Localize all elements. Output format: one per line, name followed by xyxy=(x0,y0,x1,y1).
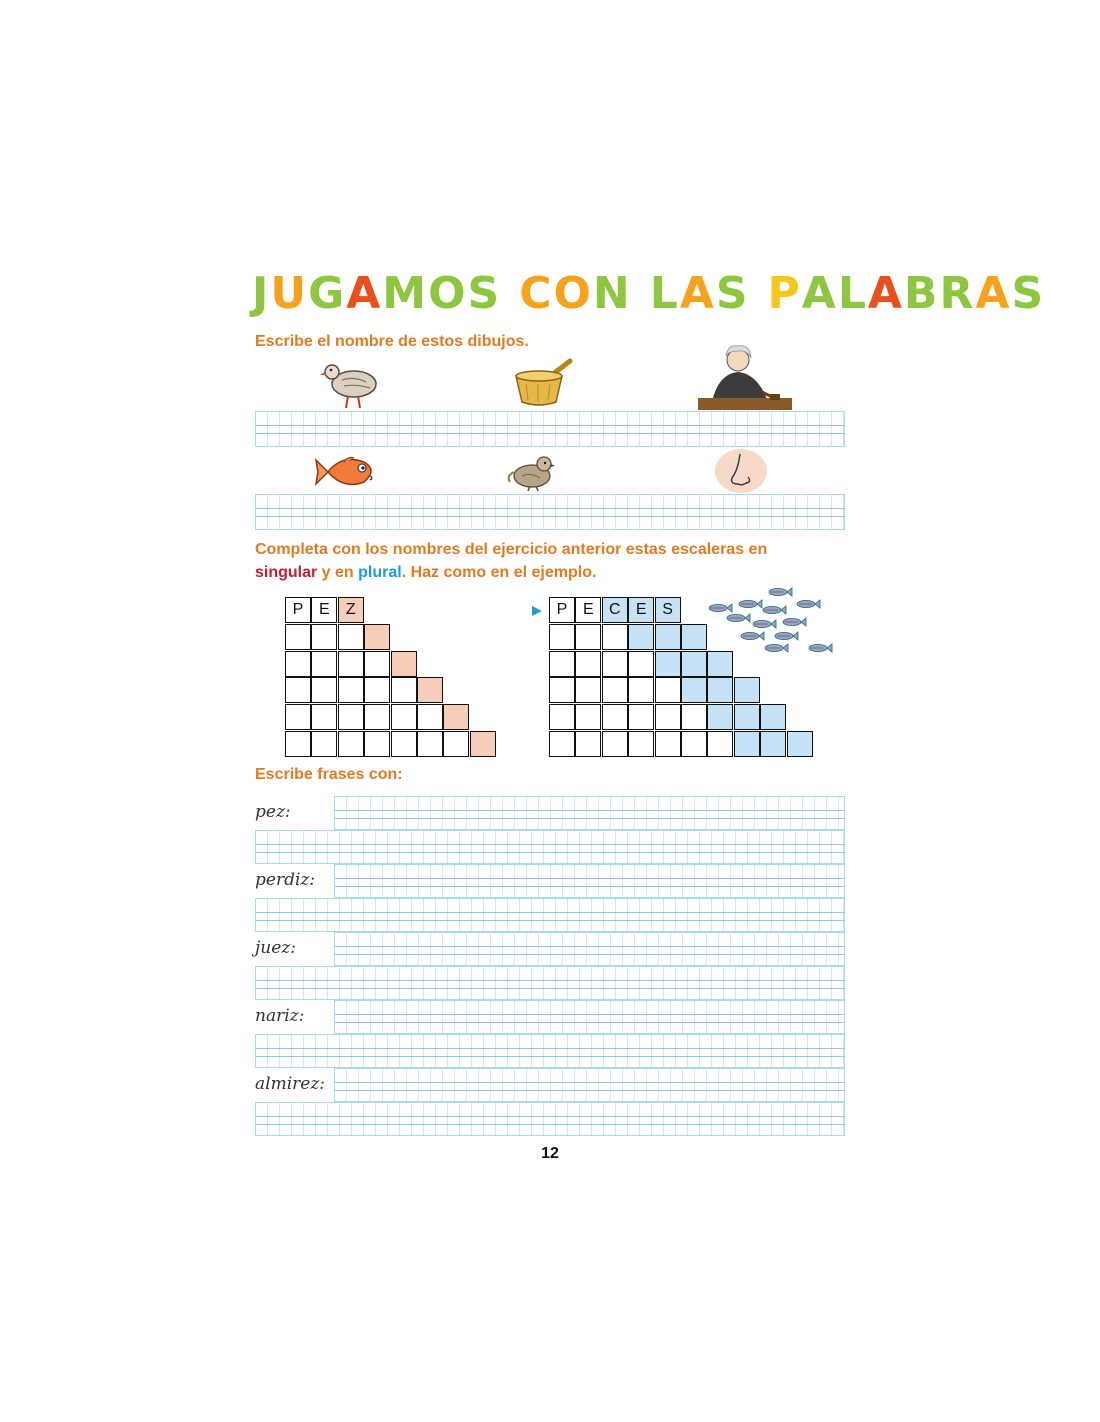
small-fish xyxy=(741,632,764,640)
mortar-picture xyxy=(512,358,574,410)
sentence-line-first[interactable] xyxy=(334,1000,845,1034)
stair-cell[interactable] xyxy=(602,731,628,757)
stair-cell[interactable] xyxy=(628,624,654,650)
sentence-word-label: juez: xyxy=(255,938,296,958)
title-letter: U xyxy=(270,268,309,319)
stair-cell[interactable] xyxy=(391,677,417,703)
stair-cell[interactable] xyxy=(628,651,654,677)
stair-cell[interactable]: P xyxy=(549,597,575,623)
stair-cell[interactable] xyxy=(602,624,628,650)
title-letter: N xyxy=(592,268,632,319)
stair-cell[interactable] xyxy=(338,704,364,730)
stair-cell[interactable] xyxy=(655,624,681,650)
title-letter xyxy=(632,268,650,319)
title-letter: A xyxy=(346,268,383,319)
title-letter: R xyxy=(939,268,976,319)
title-letter: O xyxy=(553,268,593,319)
stair-cell[interactable] xyxy=(285,651,311,677)
stair-cell[interactable] xyxy=(602,704,628,730)
writing-line-row2[interactable] xyxy=(255,494,845,530)
title-letter: G xyxy=(308,268,347,319)
small-fish xyxy=(727,614,750,622)
page-title xyxy=(252,268,1045,328)
exercise3-instruction: Escribe frases con: xyxy=(255,766,403,783)
title-letter: S xyxy=(715,268,750,319)
small-fish xyxy=(765,644,788,652)
small-fish xyxy=(775,632,798,640)
stair-cell[interactable] xyxy=(311,731,337,757)
stair-cell[interactable] xyxy=(338,677,364,703)
stair-cell[interactable] xyxy=(364,677,390,703)
stair-cell[interactable] xyxy=(575,731,601,757)
sentence-word-label: nariz: xyxy=(255,1006,305,1026)
small-fish xyxy=(753,620,776,628)
sentence-line-second[interactable] xyxy=(255,1102,845,1136)
stair-cell[interactable] xyxy=(311,651,337,677)
sentence-line-first[interactable] xyxy=(334,932,845,966)
stair-cell[interactable] xyxy=(575,651,601,677)
title-letter: A xyxy=(975,268,1012,319)
stair-cell[interactable] xyxy=(443,731,469,757)
stair-cell[interactable] xyxy=(311,704,337,730)
title-letter: C xyxy=(519,268,554,319)
stair-cell[interactable] xyxy=(655,731,681,757)
stair-cell[interactable] xyxy=(681,704,707,730)
stair-cell[interactable] xyxy=(681,677,707,703)
stair-cell[interactable] xyxy=(285,677,311,703)
stair-cell[interactable] xyxy=(628,731,654,757)
stair-cell[interactable] xyxy=(549,704,575,730)
sentence-line-first[interactable] xyxy=(334,1068,845,1102)
stair-cell[interactable] xyxy=(734,731,760,757)
writing-line-row1[interactable] xyxy=(255,411,845,447)
small-fish xyxy=(763,606,786,614)
small-fish xyxy=(769,588,792,596)
sentence-line-second[interactable] xyxy=(255,1034,845,1068)
fish-picture xyxy=(314,452,380,492)
stair-cell[interactable] xyxy=(655,677,681,703)
sentence-line-second[interactable] xyxy=(255,966,845,1000)
stair-cell[interactable] xyxy=(391,651,417,677)
title-letter: A xyxy=(801,268,838,319)
stair-cell[interactable] xyxy=(364,624,390,650)
title-letter: S xyxy=(467,268,502,319)
sentence-word-label: perdiz: xyxy=(255,870,316,890)
title-letter: L xyxy=(837,268,868,319)
stair-cell[interactable] xyxy=(628,677,654,703)
stair-cell[interactable] xyxy=(628,704,654,730)
stair-cell[interactable] xyxy=(443,704,469,730)
stair-cell[interactable] xyxy=(417,677,443,703)
title-letter: S xyxy=(1011,268,1046,319)
stair-cell[interactable] xyxy=(285,704,311,730)
arrow-icon xyxy=(372,603,544,619)
stair-cell[interactable]: E xyxy=(628,597,654,623)
stair-cell[interactable] xyxy=(470,731,496,757)
stair-cell[interactable] xyxy=(707,677,733,703)
title-letter: P xyxy=(767,268,802,319)
stair-cell[interactable] xyxy=(311,677,337,703)
judge-picture xyxy=(698,342,792,410)
small-fish xyxy=(709,604,732,612)
stair-cell[interactable] xyxy=(417,704,443,730)
stair-cell[interactable] xyxy=(338,624,364,650)
small-fish xyxy=(739,600,762,608)
stair-cell[interactable]: E xyxy=(575,597,601,623)
title-letter: J xyxy=(252,268,271,319)
stair-cell[interactable] xyxy=(655,651,681,677)
page-number: 12 xyxy=(541,1145,559,1162)
stair-cell[interactable] xyxy=(364,731,390,757)
stair-cell[interactable] xyxy=(734,677,760,703)
title-letter: B xyxy=(903,268,940,319)
sentence-word-label: pez: xyxy=(255,802,291,822)
stair-cell[interactable] xyxy=(655,704,681,730)
stair-cell[interactable] xyxy=(549,677,575,703)
stair-cell[interactable]: C xyxy=(602,597,628,623)
sentence-line-first[interactable] xyxy=(334,796,845,830)
stair-cell[interactable]: S xyxy=(655,597,681,623)
sentence-line-second[interactable] xyxy=(255,898,845,932)
title-letter xyxy=(750,268,768,319)
plural-word: plural xyxy=(358,564,402,581)
stair-cell[interactable] xyxy=(338,651,364,677)
stair-cell[interactable] xyxy=(417,731,443,757)
stair-cell[interactable] xyxy=(285,624,311,650)
nose-picture xyxy=(714,448,768,494)
sentence-line-first[interactable] xyxy=(334,864,845,898)
title-letter: L xyxy=(649,268,680,319)
stair-cell[interactable] xyxy=(681,731,707,757)
sentence-word-label: almirez: xyxy=(255,1074,326,1094)
stair-cell[interactable] xyxy=(575,677,601,703)
title-letter: M xyxy=(382,268,429,319)
stair-cell[interactable]: P xyxy=(285,597,311,623)
stair-cell[interactable] xyxy=(760,731,786,757)
stair-cell[interactable] xyxy=(311,624,337,650)
title-letter xyxy=(501,268,519,319)
stair-cell[interactable] xyxy=(707,704,733,730)
title-letter: A xyxy=(679,268,716,319)
stair-cell[interactable]: E xyxy=(311,597,337,623)
stair-cell[interactable] xyxy=(285,731,311,757)
stair-cell[interactable] xyxy=(364,651,390,677)
stair-cell[interactable] xyxy=(760,704,786,730)
stair-cell[interactable] xyxy=(549,624,575,650)
stair-cell[interactable]: Z xyxy=(338,597,364,623)
stair-cell[interactable] xyxy=(338,731,364,757)
stair-cell[interactable] xyxy=(575,624,601,650)
quail-picture xyxy=(504,452,556,492)
stair-cell[interactable] xyxy=(602,677,628,703)
small-fish xyxy=(809,644,832,652)
stair-cell[interactable] xyxy=(549,651,575,677)
stair-cell[interactable] xyxy=(575,704,601,730)
small-fish xyxy=(783,618,806,626)
small-fish xyxy=(797,600,820,608)
singular-word: singular xyxy=(255,564,318,581)
stair-cell[interactable] xyxy=(734,704,760,730)
stair-cell[interactable] xyxy=(364,704,390,730)
stair-cell[interactable] xyxy=(602,651,628,677)
stair-cell[interactable] xyxy=(787,731,813,757)
stair-cell[interactable] xyxy=(707,731,733,757)
title-letter: A xyxy=(867,268,904,319)
sentence-line-second[interactable] xyxy=(255,830,845,864)
title-letter: O xyxy=(428,268,468,319)
exercise1-instruction: Escribe el nombre de estos dibujos. xyxy=(255,333,529,350)
fish-school-picture xyxy=(700,586,836,660)
exercise2-instruction-line1: Completa con los nombres del ejercicio anterior estas escaleras en xyxy=(255,541,768,558)
stair-cell[interactable] xyxy=(391,731,417,757)
stair-cell[interactable] xyxy=(549,731,575,757)
stair-cell[interactable] xyxy=(391,704,417,730)
exercise2-instruction-line2: singular y en plural. Haz como en el ejemplo. xyxy=(255,564,597,581)
partridge-picture xyxy=(318,356,382,412)
